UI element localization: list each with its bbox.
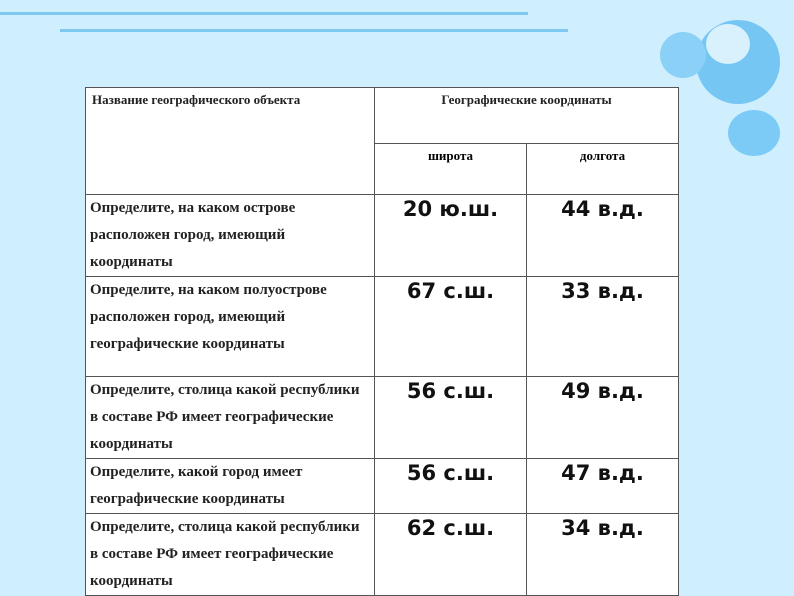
table-row xyxy=(86,277,679,377)
header-coordinates: Географические координаты xyxy=(375,88,679,144)
longitude-cell: 33 в.д. xyxy=(527,277,679,377)
table-header-row xyxy=(86,88,679,144)
longitude-cell: 44 в.д. xyxy=(527,195,679,277)
header-object-name: Название географического объекта xyxy=(86,88,375,195)
decorative-bubble-highlight xyxy=(706,24,750,64)
longitude-cell: 47 в.д. xyxy=(527,459,679,514)
question-cell: Определите, на каком острове расположен город, имеющий координаты xyxy=(86,195,375,277)
table-row xyxy=(86,459,679,514)
decorative-bubble-left xyxy=(660,32,706,78)
longitude-cell: 34 в.д. xyxy=(527,514,679,596)
decorative-line-top xyxy=(0,12,528,15)
latitude-cell: 62 с.ш. xyxy=(375,514,527,596)
longitude-cell: 49 в.д. xyxy=(527,377,679,459)
question-cell: Определите, какой город имеет географические координаты xyxy=(86,459,375,514)
table-row xyxy=(86,195,679,277)
decorative-bubble-lower xyxy=(728,110,780,156)
latitude-cell: 20 ю.ш. xyxy=(375,195,527,277)
question-cell: Определите, столица какой республики в составе РФ имеет географические координаты xyxy=(86,377,375,459)
coordinates-table xyxy=(85,87,679,596)
question-cell: Определите, на каком полуострове расположен город, имеющий географические координаты xyxy=(86,277,375,377)
header-latitude: широта xyxy=(375,143,527,194)
question-cell: Определите, столица какой республики в составе РФ имеет географические координаты xyxy=(86,514,375,596)
latitude-cell: 67 с.ш. xyxy=(375,277,527,377)
decorative-line-second xyxy=(60,29,568,32)
header-longitude: долгота xyxy=(527,143,679,194)
table-row xyxy=(86,514,679,596)
table-row xyxy=(86,377,679,459)
latitude-cell: 56 с.ш. xyxy=(375,459,527,514)
latitude-cell: 56 с.ш. xyxy=(375,377,527,459)
